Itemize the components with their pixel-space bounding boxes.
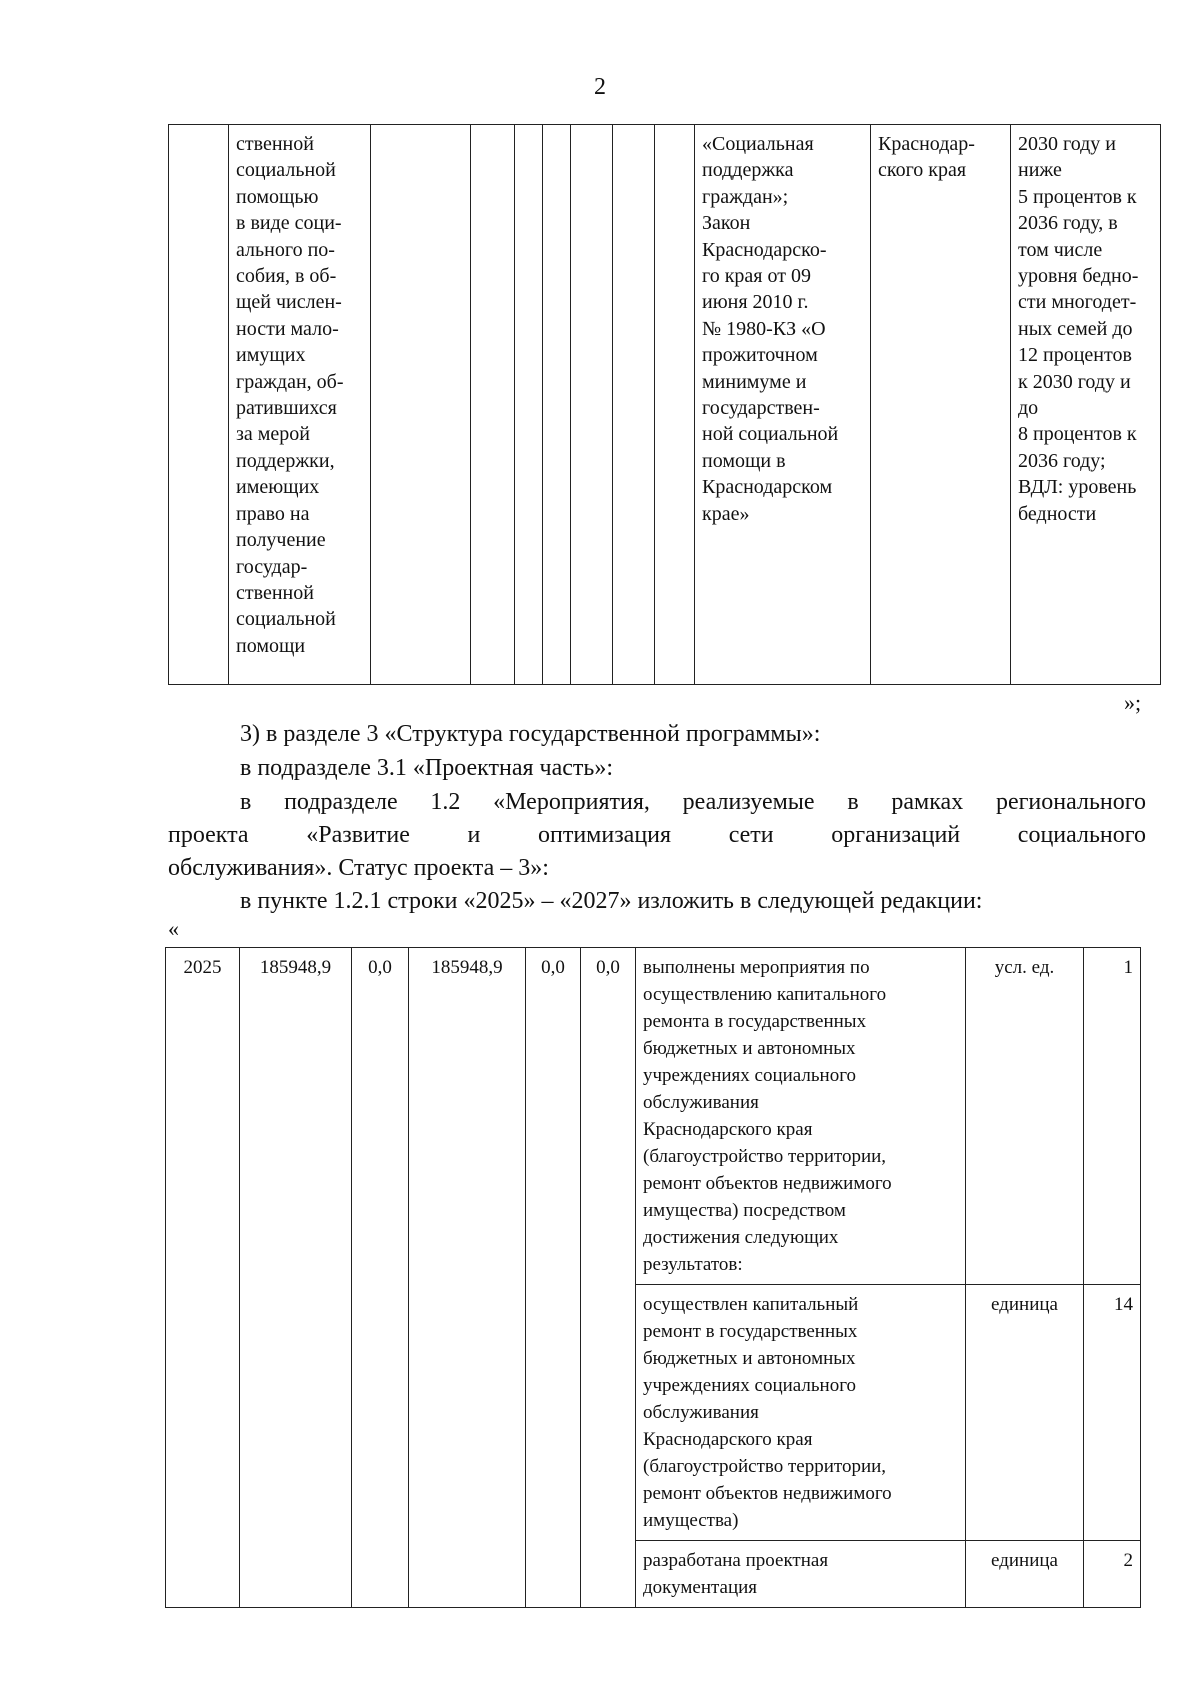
table-cell bbox=[471, 125, 515, 685]
page-number: 2 bbox=[594, 74, 606, 100]
paragraph: в подразделе 1.2 «Мероприятия, реализуемые в рамках регионального bbox=[240, 789, 1146, 815]
table-cell bbox=[655, 125, 695, 685]
legal-basis-cell: «Социальная поддержка граждан»; Закон Краснодарско- го края от 09 июня 2010 г. № 1980-КЗ «О прожиточном минимуме и государствен- ной социальной помощи в Краснодарском крае» bbox=[695, 125, 871, 685]
value-cell: 14 bbox=[1084, 1285, 1141, 1541]
paragraph: в пункте 1.2.1 строки «2025» – «2027» изложить в следующей редакции: bbox=[240, 888, 983, 914]
result-cell: осуществлен капитальный ремонт в государственных бюджетных и автономных учреждениях социального обслуживания Краснодарского края (благоустройство территории, ремонт объектов недвижимого имущества) bbox=[636, 1285, 966, 1541]
opening-quote: « bbox=[168, 916, 179, 941]
target-values-cell: 2030 году и ниже 5 процентов к 2036 году, в том числе уровня бедно- сти многодет- ных семей до 12 процентов к 2030 году и до 8 процентов к 2036 году; ВДЛ: уровень бедности bbox=[1011, 125, 1161, 685]
region-cell: Краснодар- ского края bbox=[871, 125, 1011, 685]
result-cell: разработана проектная документация bbox=[636, 1541, 966, 1608]
unit-cell: усл. ед. bbox=[966, 948, 1084, 1285]
paragraph: в подразделе 3.1 «Проектная часть»: bbox=[240, 755, 614, 781]
result-cell: выполнены мероприятия по осуществлению капитального ремонта в государственных бюджетных и автономных учреждениях социального обслуживания Краснодарского края (благоустройство территории, ремонт объектов недвижимого имущества) посредством достижения следующих результатов: bbox=[636, 948, 966, 1285]
value-cell: 1 bbox=[1084, 948, 1141, 1285]
table-cell bbox=[371, 125, 471, 685]
local-funding-cell: 0,0 bbox=[526, 948, 581, 1608]
continuation-table bbox=[168, 124, 1161, 685]
table-cell bbox=[613, 125, 655, 685]
table-cell bbox=[543, 125, 571, 685]
total-funding-cell: 185948,9 bbox=[240, 948, 352, 1608]
unit-cell: единица bbox=[966, 1541, 1084, 1608]
paragraph: проекта «Развитие и оптимизация сети организаций социального bbox=[168, 822, 1146, 848]
table-row bbox=[169, 125, 1161, 685]
replacement-table bbox=[165, 947, 1141, 1608]
indicator-name-cell: ственной социальной помощью в виде соци- ального по- собия, в об- щей числен- ности мало- имущих граждан, об- ратившихся за мерой поддержки, имеющих право на получение государ- ственной социальной помощи bbox=[229, 125, 371, 685]
closing-quote: »; bbox=[1124, 690, 1142, 715]
year-cell: 2025 bbox=[166, 948, 240, 1608]
value-cell: 2 bbox=[1084, 1541, 1141, 1608]
paragraph: обслуживания». Статус проекта – 3»: bbox=[168, 855, 549, 881]
table-row bbox=[166, 948, 1141, 1285]
paragraph: 3) в разделе 3 «Структура государственной программы»: bbox=[240, 721, 821, 747]
table-cell bbox=[515, 125, 543, 685]
table-cell bbox=[169, 125, 229, 685]
other-funding-cell: 0,0 bbox=[581, 948, 636, 1608]
federal-funding-cell: 0,0 bbox=[352, 948, 409, 1608]
regional-funding-cell: 185948,9 bbox=[409, 948, 526, 1608]
table-cell bbox=[571, 125, 613, 685]
unit-cell: единица bbox=[966, 1285, 1084, 1541]
